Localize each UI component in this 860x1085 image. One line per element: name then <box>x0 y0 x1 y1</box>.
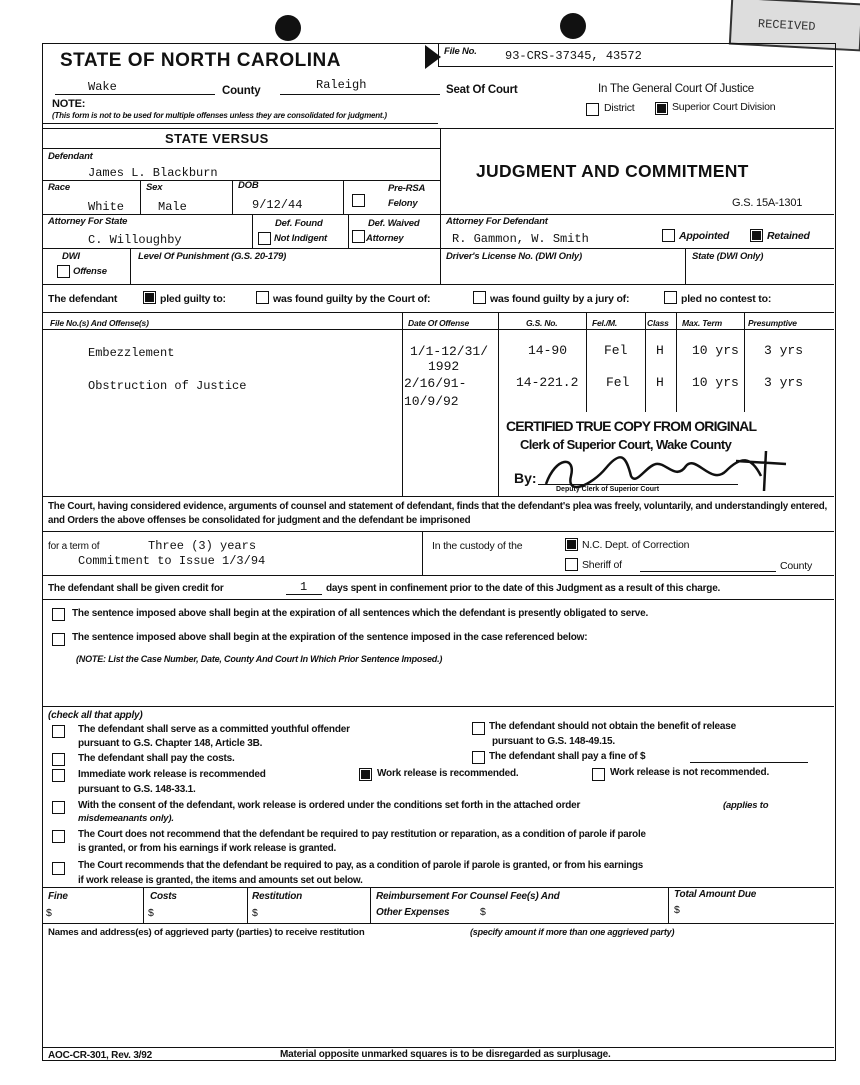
youthful-line1: The defendant shall serve as a committed youthful offender <box>78 724 350 735</box>
retained-label: Retained <box>767 230 810 242</box>
costs-label: Costs <box>150 891 177 902</box>
not-indigent-label: Not Indigent <box>274 233 328 244</box>
offense-2: Obstruction of Justice <box>88 379 247 393</box>
th-fel: Fel./M. <box>592 318 618 328</box>
prersa-label: Pre-RSA <box>388 183 426 194</box>
th-date: Date Of Offense <box>408 318 470 328</box>
total-dollar: $ <box>674 904 680 916</box>
aggrieved-italic: (specify amount if more than one aggrieved party) <box>470 927 675 937</box>
th-max: Max. Term <box>682 318 722 328</box>
restitution-dollar: $ <box>252 907 258 919</box>
atty-state-label: Attorney For State <box>48 216 128 227</box>
punch-hole-left <box>275 15 301 41</box>
by-label: By: <box>514 470 537 486</box>
th-gs: G.S. No. <box>526 318 558 328</box>
race-value: White <box>88 200 125 214</box>
gs-1: 14-90 <box>528 343 568 358</box>
term-label: for a term of <box>48 541 100 552</box>
offense-label: Offense <box>73 266 107 277</box>
pled-guilty-label: pled guilty to: <box>160 293 226 305</box>
reimb-label: Reimbursement For Counsel Fee(s) And <box>376 891 560 902</box>
seat-label: Seat Of Court <box>446 84 518 96</box>
punch-hole-right <box>560 13 586 39</box>
sex-value: Male <box>158 200 187 214</box>
note-label: NOTE: <box>52 98 86 110</box>
sheriff-county-label: County <box>780 560 813 572</box>
superior-label: Superior Court Division <box>672 101 776 113</box>
superior-checkbox[interactable] <box>655 102 668 115</box>
file-no-label: File No. <box>444 46 477 57</box>
work-rec: Work release is recommended. <box>377 768 519 779</box>
credit-days: 1 <box>300 580 308 594</box>
atty-def-label: Attorney For Defendant <box>446 216 548 227</box>
max-1: 10 yrs <box>692 343 739 358</box>
district-checkbox[interactable] <box>586 103 599 116</box>
pay-costs-checkbox[interactable] <box>52 753 65 766</box>
release-line1: The defendant should not obtain the benefit of release <box>489 721 736 732</box>
state-versus: STATE VERSUS <box>165 131 269 146</box>
found-jury-label: was found guilty by a jury of: <box>490 293 630 305</box>
credit-prefix: The defendant shall be given credit for <box>48 583 224 594</box>
atty-state-value: C. Willoughby <box>88 233 182 247</box>
aggrieved-label: Names and address(es) of aggrieved party (parties) to receive restitution <box>48 927 365 938</box>
sex-label: Sex <box>146 182 163 193</box>
th-class: Class <box>647 318 669 328</box>
sentence-note: (NOTE: List the Case Number, Date, County And Court In Which Prior Sentence Imposed.) <box>76 654 443 664</box>
no-contest-label: pled no contest to: <box>681 293 772 305</box>
work-not-checkbox[interactable] <box>592 768 605 781</box>
offense-1: Embezzlement <box>88 346 175 360</box>
dob-label: DOB <box>238 180 259 191</box>
restitution-label: Restitution <box>252 891 303 902</box>
doc-checkbox[interactable] <box>565 538 578 551</box>
state-dwi-label: State (DWI Only) <box>692 251 764 262</box>
credit-suffix: days spent in confinement prior to the date of this Judgment as a result of this charge. <box>326 583 721 594</box>
costs-dollar: $ <box>148 907 154 919</box>
note-text: (This form is not to be used for multiple offenses unless they are consolidated for judgment.) <box>52 111 387 120</box>
pled-guilty-checkbox[interactable] <box>143 291 156 304</box>
dwi-label: DWI <box>62 251 80 262</box>
other-dollar: $ <box>480 906 486 918</box>
defendant-label: Defendant <box>48 151 93 162</box>
pay-fine-checkbox[interactable] <box>472 751 485 764</box>
material-note: Material opposite unmarked squares is to be disregarded as surplusage. <box>280 1049 611 1060</box>
fine-dollar: $ <box>46 907 52 919</box>
date-1: 1/1-12/31/ <box>410 344 489 359</box>
restitution-not-line2: is granted, or from his earnings if work release is granted. <box>78 843 337 854</box>
dob-value: 9/12/44 <box>252 198 303 212</box>
certified-line1: CERTIFIED TRUE COPY FROM ORIGINAL <box>506 418 757 434</box>
dwi-offense-checkbox[interactable] <box>57 265 70 278</box>
sentence-option2: The sentence imposed above shall begin at the expiration of the sentence imposed in the case referenced below: <box>72 632 588 643</box>
race-label: Race <box>48 182 70 193</box>
consent-line1: With the consent of the defendant, work release is ordered under the conditions set forth in the attached order <box>78 800 581 811</box>
restitution-rec-line1: The Court recommends that the defendant be required to pay, as a condition of parole if parole is granted, or from his earnings <box>78 860 644 871</box>
restitution-not-checkbox[interactable] <box>52 830 65 843</box>
gs-ref: G.S. 15A-1301 <box>732 197 803 209</box>
sentence-option1: The sentence imposed above shall begin at the expiration of all sentences which the defendant is presently obligated to serve. <box>72 608 649 619</box>
appointed-checkbox[interactable] <box>662 229 675 242</box>
release-checkbox[interactable] <box>472 722 485 735</box>
found-jury-checkbox[interactable] <box>473 291 486 304</box>
form-no: AOC-CR-301, Rev. 3/92 <box>48 1050 152 1061</box>
attorney-label: Attorney <box>366 233 404 244</box>
work-not: Work release is not recommended. <box>610 767 770 778</box>
release-line2: pursuant to G.S. 148-49.15. <box>492 736 615 747</box>
custody-label: In the custody of the <box>432 540 523 552</box>
max-2: 10 yrs <box>692 375 739 390</box>
sentence-option2-checkbox[interactable] <box>52 633 65 646</box>
doc-label: N.C. Dept. of Correction <box>582 539 690 551</box>
consent-line2: misdemeanants only). <box>78 813 174 824</box>
file-no-value: 93-CRS-37345, 43572 <box>505 49 642 63</box>
def-found-label: Def. Found <box>275 218 323 229</box>
fel-1: Fel <box>604 343 628 358</box>
sheriff-checkbox[interactable] <box>565 558 578 571</box>
seat-value: Raleigh <box>316 78 367 92</box>
class-2: H <box>656 375 664 390</box>
court-text: The Court, having considered evidence, arguments of counsel and statement of defendant, finds that the defendant's plea was freely, voluntarily, and understandingly entered, and Orders the above offenses be consolidated for judgment and the defendant be imprisoned <box>48 501 828 526</box>
restitution-not-line1: The Court does not recommend that the defendant be required to pay restitution or reparation, as a condition of parole if parole <box>78 829 646 840</box>
restitution-rec-line2: if work release is granted, the items and amounts set out below. <box>78 875 363 886</box>
sheriff-label: Sheriff of <box>582 559 622 571</box>
date-2: 2/16/91- <box>404 376 467 391</box>
certified-line2: Clerk of Superior Court, Wake County <box>520 437 732 452</box>
work-rec-checkbox[interactable] <box>359 768 372 781</box>
license-label: Driver's License No. (DWI Only) <box>446 251 582 262</box>
found-court-label: was found guilty by the Court of: <box>273 293 431 305</box>
th-offense: File No.(s) And Offense(s) <box>50 318 149 328</box>
attorney-waived-checkbox[interactable] <box>352 230 365 243</box>
atty-def-value: R. Gammon, W. Smith <box>452 232 589 246</box>
felony-label: Felony <box>388 198 418 209</box>
county-value: Wake <box>88 80 117 94</box>
retained-checkbox[interactable] <box>750 229 763 242</box>
pay-fine: The defendant shall pay a fine of $ <box>489 751 646 762</box>
sentence-option1-checkbox[interactable] <box>52 608 65 621</box>
youthful-checkbox[interactable] <box>52 725 65 738</box>
judgment-title: JUDGMENT AND COMMITMENT <box>476 161 749 181</box>
date-2b: 10/9/92 <box>404 394 459 409</box>
immediate-line1: Immediate work release is recommended <box>78 769 266 780</box>
date-1b: 1992 <box>428 359 460 374</box>
stamp-text: RECEIVED <box>757 17 816 35</box>
check-all-label: (check all that apply) <box>48 710 143 721</box>
th-presumptive: Presumptive <box>748 318 797 328</box>
appointed-label: Appointed <box>679 230 730 242</box>
plea-prefix: The defendant <box>48 293 118 305</box>
pres-2: 3 yrs <box>764 375 804 390</box>
found-court-checkbox[interactable] <box>256 291 269 304</box>
term-value1: Three (3) years <box>148 539 257 553</box>
youthful-line2: pursuant to G.S. Chapter 148, Article 3B. <box>78 738 263 749</box>
deputy-label: Deputy Clerk of Superior Court <box>556 486 660 493</box>
level-label: Level Of Punishment (G.S. 20-179) <box>138 251 287 262</box>
defendant-name: James L. Blackburn <box>88 166 218 180</box>
district-label: District <box>604 102 635 114</box>
fel-2: Fel <box>606 375 630 390</box>
total-label: Total Amount Due <box>674 889 757 900</box>
def-waived-label: Def. Waived <box>368 218 420 229</box>
restitution-rec-checkbox[interactable] <box>52 862 65 875</box>
state-title: STATE OF NORTH CAROLINA <box>60 50 341 71</box>
consent-checkbox[interactable] <box>52 801 65 814</box>
immediate-checkbox[interactable] <box>52 769 65 782</box>
pres-1: 3 yrs <box>764 343 804 358</box>
gs-2: 14-221.2 <box>516 375 579 390</box>
other-label: Other Expenses <box>376 907 450 918</box>
not-indigent-checkbox[interactable] <box>258 232 271 245</box>
immediate-line2: pursuant to G.S. 148-33.1. <box>78 784 196 795</box>
felony-checkbox[interactable] <box>352 194 365 207</box>
term-value2: Commitment to Issue 1/3/94 <box>78 554 266 568</box>
no-contest-checkbox[interactable] <box>664 291 677 304</box>
pay-costs: The defendant shall pay the costs. <box>78 753 235 764</box>
court-title: In The General Court Of Justice <box>598 83 754 95</box>
class-1: H <box>656 343 664 358</box>
fine-label: Fine <box>48 891 68 902</box>
consent-italic: (applies to <box>723 800 769 811</box>
county-label: County <box>222 85 261 97</box>
